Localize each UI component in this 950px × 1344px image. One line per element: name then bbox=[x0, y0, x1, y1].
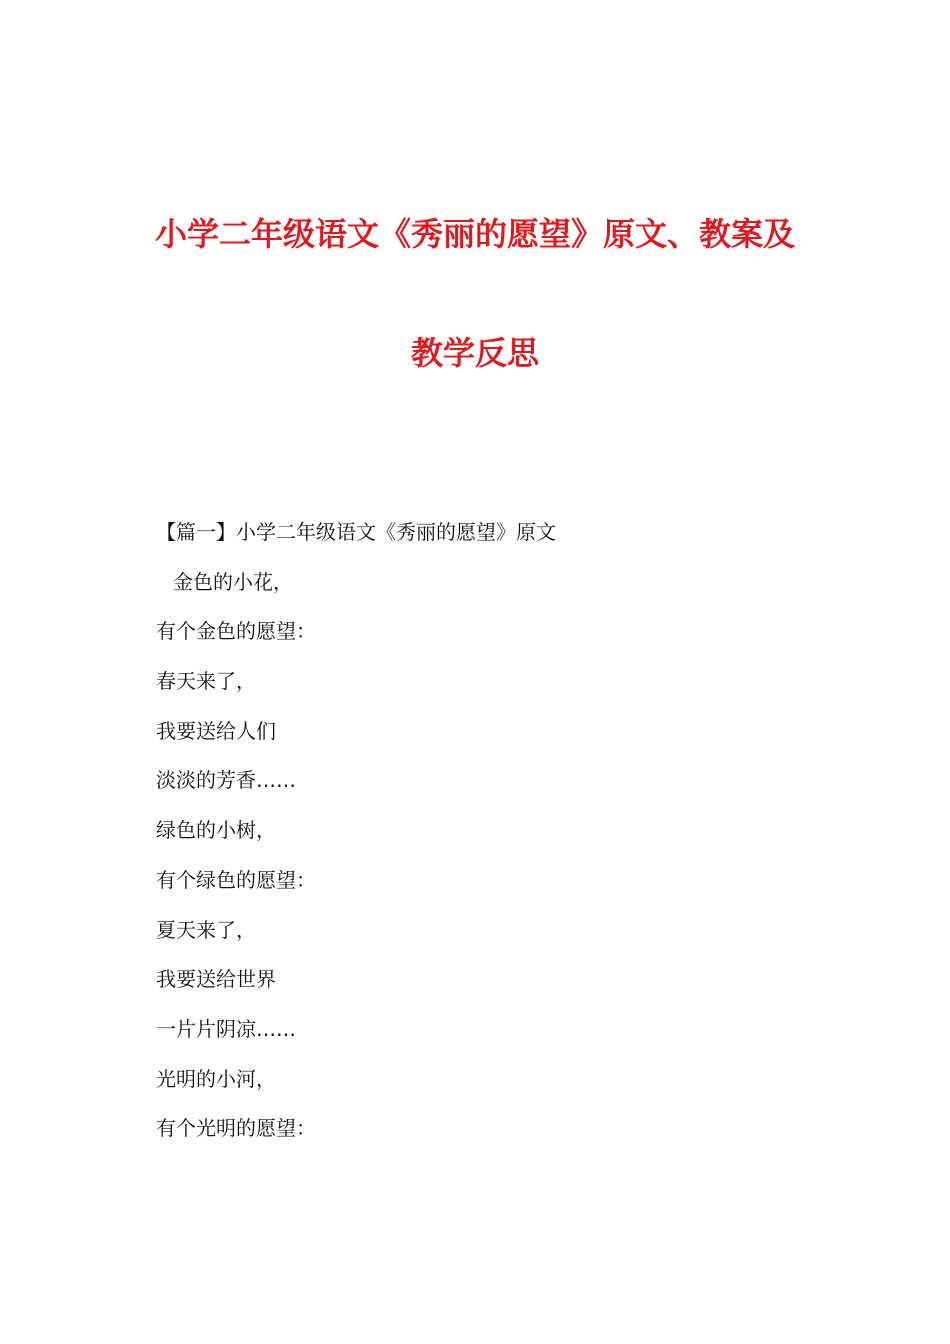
poem-line: 绿色的小树， bbox=[156, 818, 276, 843]
section-heading: 【篇一】小学二年级语文《秀丽的愿望》原文 bbox=[156, 520, 556, 544]
document-title-line-1: 小学二年级语文《秀丽的愿望》原文、教案及 bbox=[154, 215, 795, 253]
poem-line: 淡淡的芳香…… bbox=[156, 768, 296, 793]
poem-line: 夏天来了， bbox=[156, 917, 256, 942]
poem-line: 有个绿色的愿望： bbox=[156, 867, 316, 892]
poem-line: 有个光明的愿望： bbox=[156, 1116, 316, 1141]
poem-line: 我要送给人们 bbox=[156, 718, 276, 743]
poem-line: 我要送给世界 bbox=[156, 967, 276, 992]
poem-line: 春天来了， bbox=[156, 669, 256, 694]
poem-line: 一片片阴凉…… bbox=[156, 1016, 296, 1041]
poem-line: 有个金色的愿望： bbox=[156, 619, 316, 644]
poem-line: 光明的小河， bbox=[156, 1066, 276, 1091]
document-title-line-2: 教学反思 bbox=[410, 334, 539, 372]
document-body bbox=[156, 514, 856, 1160]
poem-line: 金色的小花， bbox=[173, 569, 293, 594]
